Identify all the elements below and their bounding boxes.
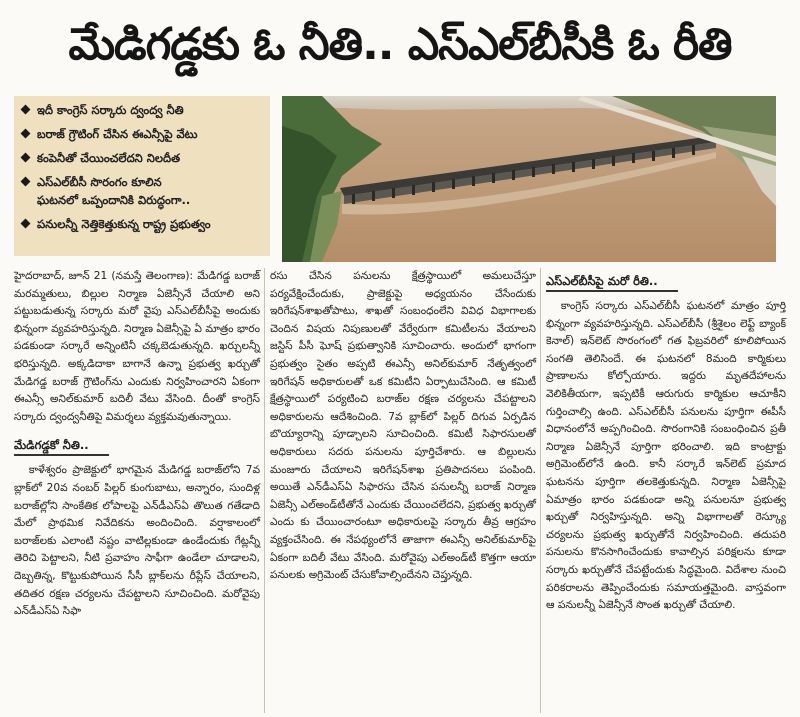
- highlight-text: కంపెనీతో చేయించలేదని నిలదీత: [37, 151, 181, 165]
- bullet-icon: [21, 177, 31, 187]
- body-paragraph: హైదరాబాద్, జూన్ 21 (నమస్తే తెలంగాణ): మేడిగడ్డ బరాజ్ మరమ్మతులు, బిల్లుల నిర్మాణ ఏజెన్సీనే చేయాలి అని పట్టుబడుతున్న సర్కారు మరో వైపు ఎస్ఎల్‌బీసీపై అందుకు భిన్నంగా వ్యవహరిస్తున్నది. నిర్మాణ ఏజెన్సీపై ఏ మాత్రం భారం పడకుండా సర్కారే అన్నింటినీ చక్కబెడుతున్నది. ఖర్చులన్నీ భరిస్తున్నది. అక్కడిదాకా బాగానే ఉన్నా ప్రభుత్వ ఖర్చుతో మేడిగడ్డ బరాజ్ గ్రౌటింగ్‌ను ఎందుకు నిర్వహించారని ఏకంగా ఈఎన్సీ అనిల్‌కుమార్ బదిలీ వేటు వేసింది. దీంతో కాంగ్రెస్ సర్కారు ద్వంద్వనీతిపై విమర్శలు వ్యక్తమవుతున్నాయి.: [14, 270, 260, 423]
- body-paragraph: కాళేశ్వరం ప్రాజెక్టులో భాగమైన మేడిగడ్డ బరాజ్‌లోని 7వ బ్లాక్‌లో 20వ నంబర్ పిల్లర్ కుంగుబాటు, అన్నారం, సుందిళ్ల బరాజ్‌ల్లోని సాంకేతిక లోపాలపై ఎన్‌డీఎస్‌ఏ తొలుత గతేడాది మేలో ప్రాథమిక నివేదికను అందించింది. వర్షాకాలంలో బరాజ్‌లకు ఎలాంటి నష్టం వాటిల్లకుండా ఉండేందుకు గేట్లన్నీ తెరిచి పెట్టాలని, నీటి ప్రవాహం సాఫీగా ఉండేలా చూడాలని, దెబ్బతిన్న, కొట్టుకుపోయిన సీసీ బ్లాక్‌లను రీప్లేస్ చేయాలని, తదితర రక్షణ చర్యలను చేపట్టాలని సూచించింది. మరోవైపు ఎన్‌డీఎస్‌ఏ సిఫా: [14, 464, 260, 618]
- column-1: [14, 268, 260, 621]
- bullet-icon: [21, 105, 31, 115]
- highlight-item: [20, 125, 264, 143]
- bullet-icon: [21, 219, 31, 229]
- subheading: మేడిగడ్డకో నీతి..: [14, 436, 109, 456]
- column-3: [546, 268, 786, 615]
- highlight-text: ఇదీ కాంగ్రెస్ సర్కారు ద్వంద్వ నీతి: [37, 103, 184, 117]
- highlight-text: బరాజ్ గ్రౌటింగ్ చేసిన ఈఎన్సీపై వేటు: [37, 127, 198, 141]
- column-divider: [264, 268, 265, 713]
- column-2: [270, 268, 536, 585]
- headline: మేడిగడ్డకు ఓ నీతి.. ఎస్ఎల్‌బీసీకి ఓ రీతి: [68, 19, 732, 70]
- body-paragraph: రసు చేసిన పనులను క్షేత్రస్థాయిలో అమలుచేస్తూ పర్యవేక్షించేందుకు, ప్రాజెక్టుపై అధ్యయనం చేసేందుకు ఇరిగేషన్‌శాఖతోపాటు, శాఖతో సంబంధంలేని వివిధ విభాగాలకు చెందిన విషయ నిపుణులతో వేర్వేరుగా కమిటీలను వేయాలని జస్టిస్ పీసీ ఘోష్ ప్రభుత్వానికి సూచించారు. అందులో భాగంగా ప్రభుత్వం సైతం అప్పటి ఈఎన్సీ అనిల్‌కుమార్ నేతృత్వంలో ఇరిగేషన్ అధికారులతో ఒక కమిటీని ఏర్పాటుచేసింది. ఆ కమిటీ క్షేత్రస్థాయిలో పర్యటించి బరాజ్‌ల రక్షణ చర్యలను చేపట్టాలని అధికారులను ఆదేశించింది. 7వ బ్లాక్‌లో పిల్లర్ దిగువ ఏర్పడిన బొయ్యారాన్ని పూడ్చాలని సూచించింది. కమిటీ సిఫారసులతో అధికారులు సదరు పనులను పూర్తిచేశారు. ఆ బిల్లులను మంజూరు చేయాలని ఇరిగేషన్‌శాఖ ప్రతిపాదనలు పంపింది. అయితే ఎన్‌డీఎస్‌ఏ సిఫారసు చేసిన పనులన్నీ బరాజ్ నిర్మాణ ఏజెన్సీ ఎల్‌అండ్‌టీతోనే ఎందుకు చేయించలేదని, ప్రభుత్వ ఖర్చుతో ఎందు కు చేయించారంటూ అధికారులపై సర్కారు తీవ్ర ఆగ్రహం వ్యక్తంచేసింది. ఈ నేపథ్యంలోనే తాజాగా ఈఎన్సీ అనిల్‌కుమార్‌పై ఏకంగా బదిలీ వేటు వేసింది. మరోవైపు ఎల్‌అండ్‌టీ కొత్తగా ఆయా పనులకు అగ్రిమెంట్ చేసుకోవాల్సిందేనని చెప్తున్నది.: [270, 270, 536, 582]
- highlight-item: [20, 149, 264, 167]
- column-divider: [540, 268, 541, 713]
- barrage-illustration: [282, 96, 776, 262]
- bullet-icon: [21, 153, 31, 163]
- highlight-item: [20, 173, 264, 209]
- subheading: ఎస్ఎల్‌బీసీపై మరో రీతి..: [546, 272, 678, 292]
- highlights-box: [14, 96, 270, 256]
- highlight-text: ఎస్ఎల్‌బీసీ సొరంగం కూలిన ఘటనలో ఒప్పందానికి విరుద్ధంగా..: [37, 175, 191, 207]
- bullet-icon: [21, 129, 31, 139]
- highlight-item: [20, 215, 264, 233]
- barrage-photo: [282, 96, 776, 262]
- body-paragraph: కాంగ్రెస్ సర్కారు ఎస్ఎల్‌బీసీ ఘటనలో మాత్రం పూర్తి భిన్నంగా వ్యవహరిస్తున్నది. ఎస్ఎల్‌బీసీ (శ్రీశైలం లెఫ్ట్ బ్యాంక్ కెనాల్) ఇన్‌లెట్ సొరంగంలో గత ఫిబ్రవరిలో కూలిపోయిన సంగతి తెలిసిందే. ఈ ఘటనలో 8మంది కార్మికులు ప్రాణాలను కోల్పోయారు. ఇద్దరు మృతదేహాలను వెలికితీయగా, ఇప్పటికీ ఆరుగురు కార్మికుల ఆచూకీని గుర్తించాల్సి ఉంది. ఎస్ఎల్‌బీసీ పనులను పూర్తిగా ఈపీసీ విధానంలోనే అప్పగించింది. సొరంగానికి సంబంధించిన ప్రతీ నిర్మాణ ఏజెన్సీనే పూర్తిగా భరించాలి. ఇది కాంట్రాక్టు అగ్రిమెంట్‌లోనే ఉంది. కానీ సర్కారే ఇన్‌లెట్ ప్రమాద ఘటనను పూర్తిగా తలకెత్తుకున్నది. నిర్మాణ ఏజెన్సీపై ఏమాత్రం భారం పడకుండా అన్ని పనులనూ ప్రభుత్వ ఖర్చుతో నిర్వహిస్తున్నది. అన్ని విభాగాలతో రెస్క్యూ చర్యలను ప్రభుత్వ ఖర్చుతోనే నిర్వహించింది. తదుపరి పనులను కొనసాగించేందుకు కావాల్సిన పరిక్షలను కూడా సర్కారు ఖర్చుతోనే చేపట్టేందుకు సిద్ధమైంది. విదేశాల నుంచి పరికరాలను తెప్పించేందుకు సమాయత్తమైంది. వాస్తవంగా ఆ పనులన్నీ ఏజెన్సీనే సొంత ఖర్చుతో చేయాలి.: [546, 300, 786, 612]
- highlight-text: పనులన్నీ నెత్తికెత్తుకున్న రాష్ట్ర ప్రభుత్వం: [37, 217, 211, 231]
- highlight-item: [20, 101, 264, 119]
